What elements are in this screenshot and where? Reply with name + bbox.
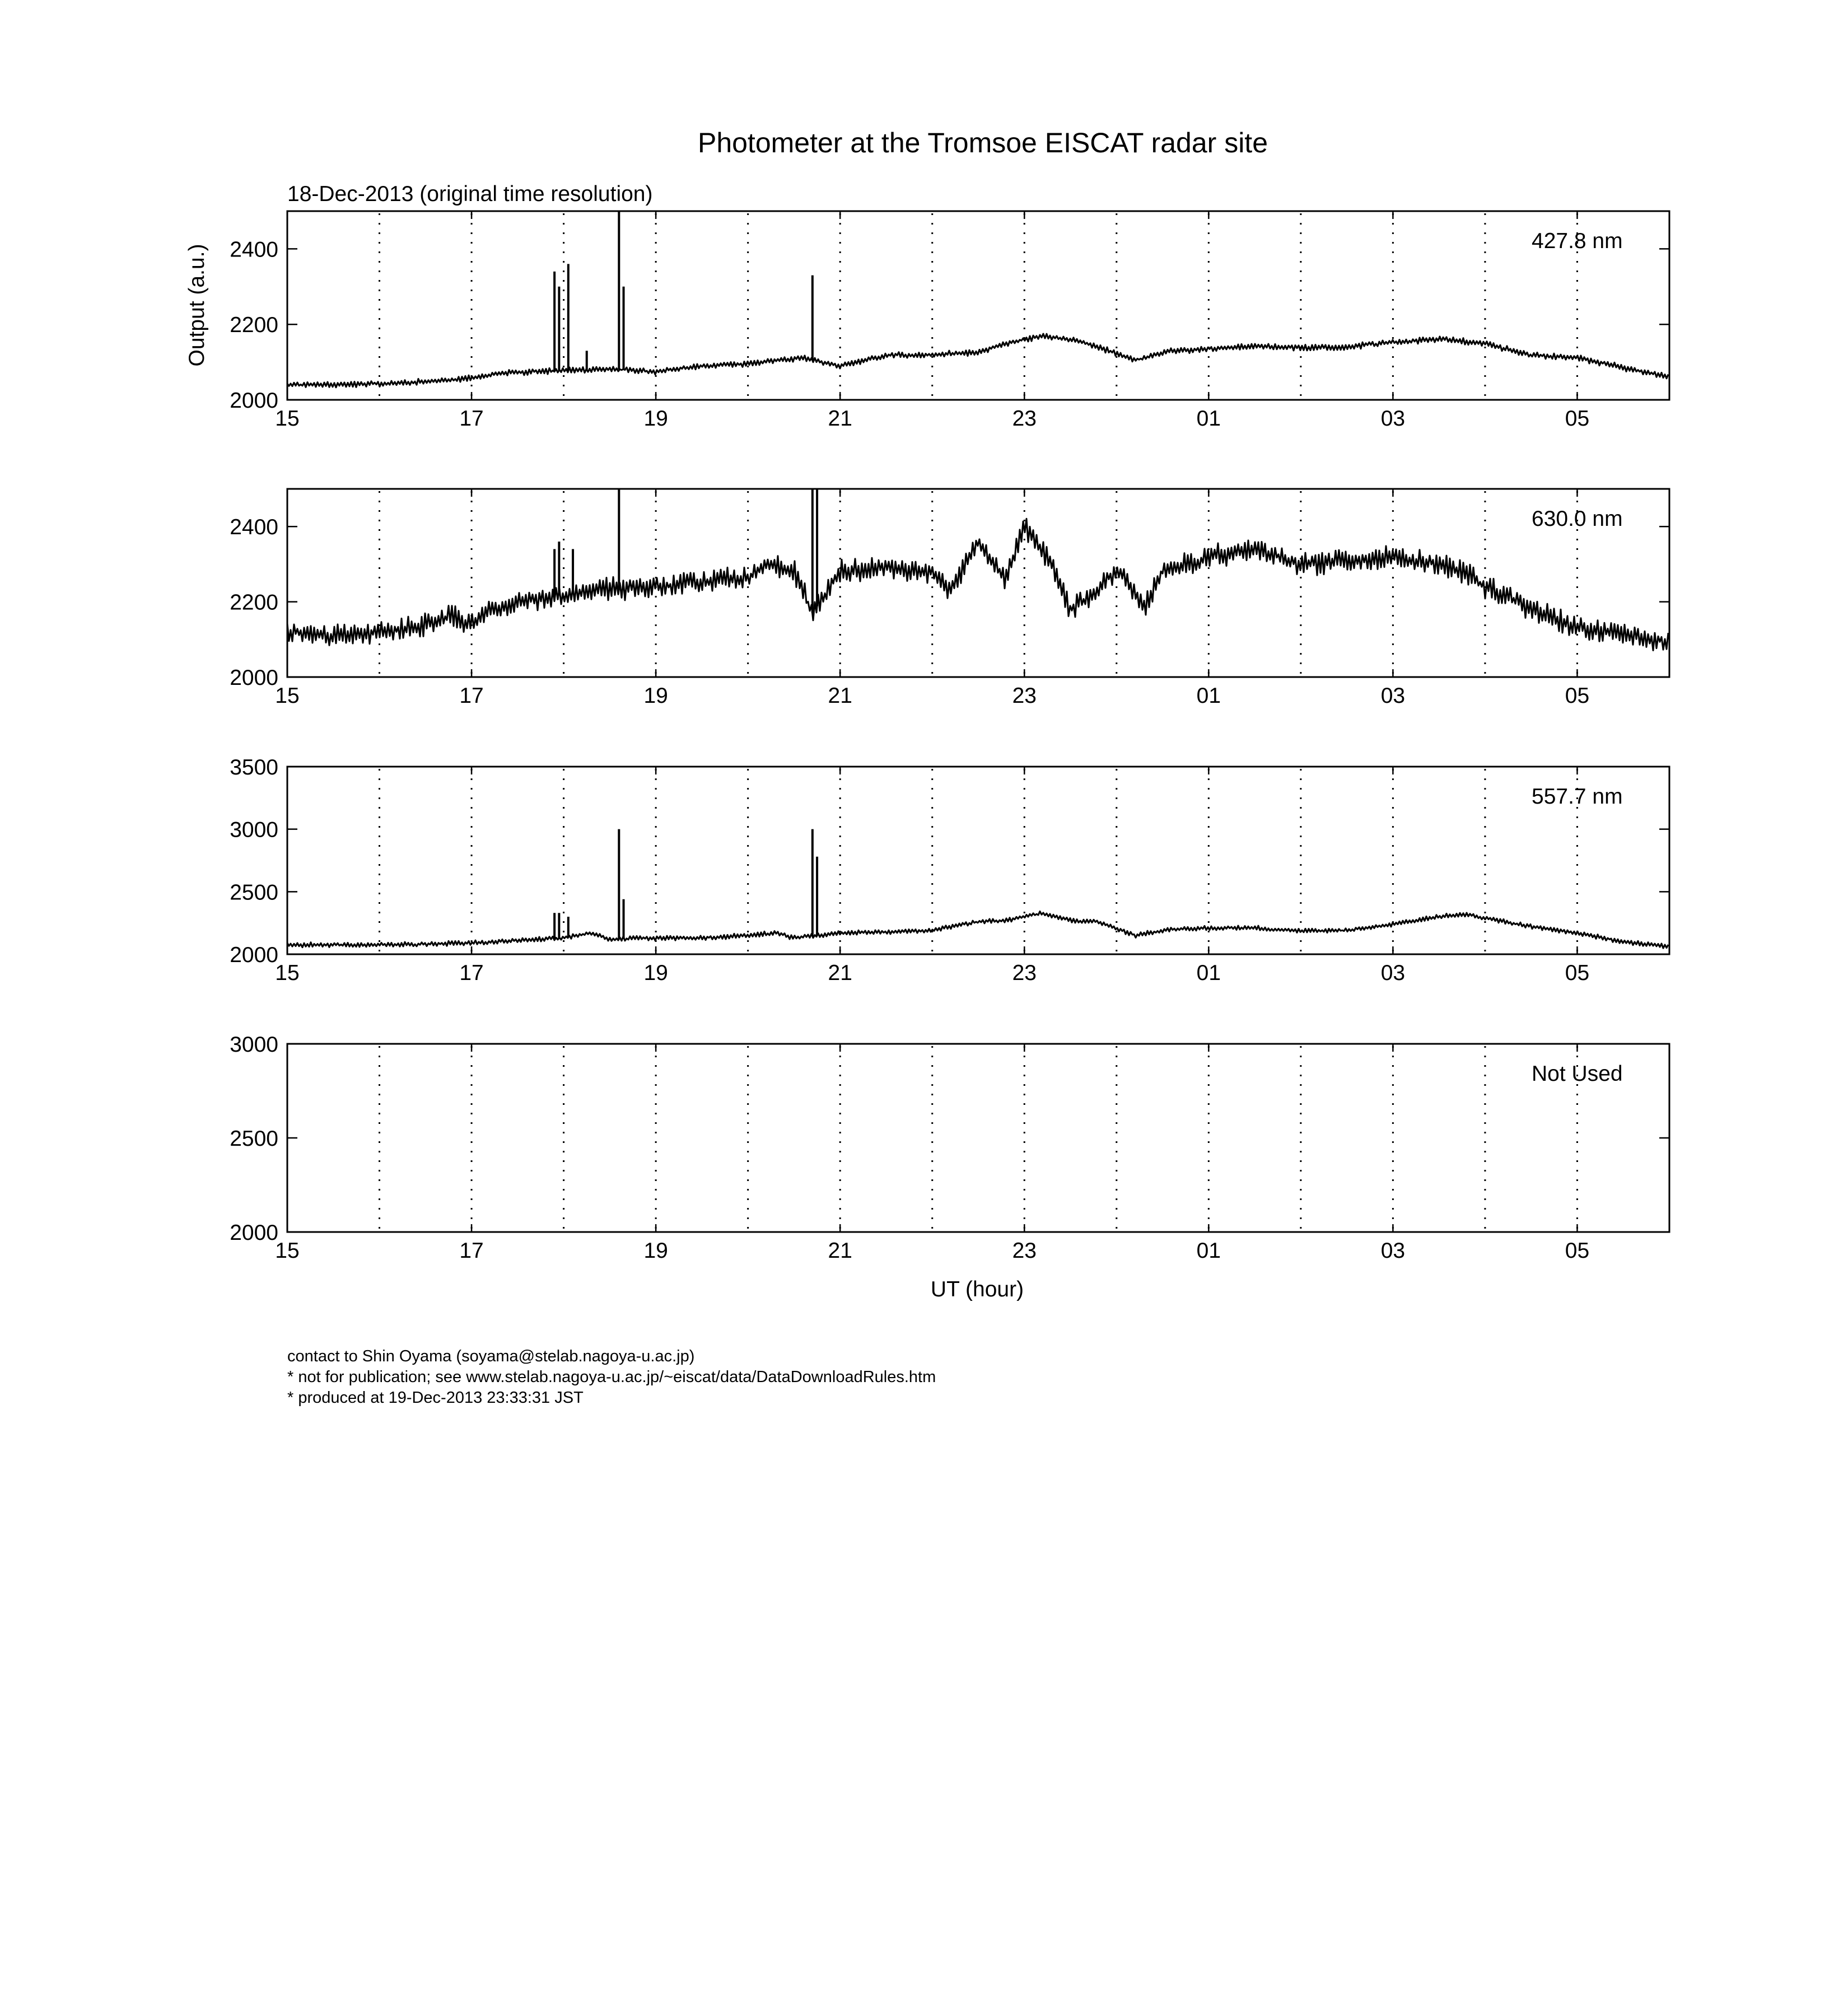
panel-2 [230, 489, 1669, 708]
series-line-3 [287, 911, 1668, 948]
x-tick-label: 15 [275, 961, 300, 985]
series-line-1 [287, 334, 1668, 388]
x-tick-label: 15 [275, 684, 300, 708]
x-tick-label: 21 [828, 1239, 852, 1263]
panel-1 [230, 211, 1669, 431]
x-tick-label: 05 [1565, 407, 1590, 431]
x-tick-label: 01 [1196, 407, 1221, 431]
x-tick-label: 05 [1565, 684, 1590, 708]
panel-4 [230, 1033, 1669, 1263]
x-tick-label: 23 [1012, 961, 1037, 985]
axes-frame [287, 211, 1669, 400]
y-tick-label: 3500 [230, 755, 278, 780]
x-tick-label: 21 [828, 961, 852, 985]
x-tick-label: 03 [1380, 684, 1406, 708]
x-tick-label: 23 [1012, 1239, 1037, 1263]
axes-frame [287, 767, 1669, 954]
x-tick-label: 05 [1565, 1239, 1590, 1263]
x-tick-label: 01 [1196, 684, 1221, 708]
y-tick-label: 2000 [230, 389, 278, 413]
y-tick-label: 2000 [230, 943, 278, 967]
x-tick-label: 03 [1380, 1239, 1406, 1263]
figure-title: Photometer at the Tromsoe EISCAT radar site [697, 127, 1268, 158]
y-tick-label: 2200 [230, 590, 278, 615]
x-tick-label: 19 [643, 1239, 668, 1263]
x-tick-label: 23 [1012, 407, 1037, 431]
y-tick-label: 2500 [230, 880, 278, 905]
channel-label: Not Used [1532, 1062, 1623, 1086]
footer-publication-note: * not for publication; see www.stelab.nagoya-u.ac.jp/~eiscat/data/DataDownloadRules.htm [287, 1368, 936, 1386]
x-tick-label: 19 [643, 684, 668, 708]
x-tick-label: 17 [459, 961, 484, 985]
footer-notes [287, 1346, 936, 1408]
y-tick-label: 2000 [230, 666, 278, 690]
channel-label: 427.8 nm [1532, 229, 1623, 253]
x-tick-label: 21 [828, 684, 852, 708]
x-tick-label: 21 [828, 407, 852, 431]
axes-frame [287, 1044, 1669, 1232]
panels [230, 211, 1669, 1263]
x-tick-label: 03 [1380, 961, 1406, 985]
x-axis-label: UT (hour) [930, 1277, 1024, 1301]
y-tick-label: 2000 [230, 1221, 278, 1245]
channel-label: 630.0 nm [1532, 507, 1623, 531]
x-tick-label: 23 [1012, 684, 1037, 708]
footer-produced-time: * produced at 19-Dec-2013 23:33:31 JST [287, 1389, 584, 1407]
x-tick-label: 03 [1380, 407, 1406, 431]
x-tick-label: 17 [459, 407, 484, 431]
y-axis-label: Output (a.u.) [185, 244, 209, 367]
x-tick-label: 17 [459, 684, 484, 708]
x-tick-label: 15 [275, 1239, 300, 1263]
x-tick-label: 05 [1565, 961, 1590, 985]
x-tick-label: 01 [1196, 961, 1221, 985]
panel-3 [230, 755, 1669, 985]
x-tick-label: 19 [643, 961, 668, 985]
footer-contact: contact to Shin Oyama (soyama@stelab.nagoya-u.ac.jp) [287, 1347, 695, 1365]
x-tick-label: 01 [1196, 1239, 1221, 1263]
figure-subtitle: 18-Dec-2013 (original time resolution) [287, 182, 653, 206]
series-line-2 [287, 519, 1668, 650]
x-tick-label: 15 [275, 407, 300, 431]
y-tick-label: 2200 [230, 313, 278, 338]
y-tick-label: 2400 [230, 515, 278, 540]
y-tick-label: 2400 [230, 237, 278, 262]
x-tick-label: 17 [459, 1239, 484, 1263]
y-tick-label: 3000 [230, 818, 278, 842]
channel-label: 557.7 nm [1532, 785, 1623, 809]
x-tick-label: 19 [643, 407, 668, 431]
y-tick-label: 2500 [230, 1127, 278, 1151]
y-tick-label: 3000 [230, 1033, 278, 1057]
